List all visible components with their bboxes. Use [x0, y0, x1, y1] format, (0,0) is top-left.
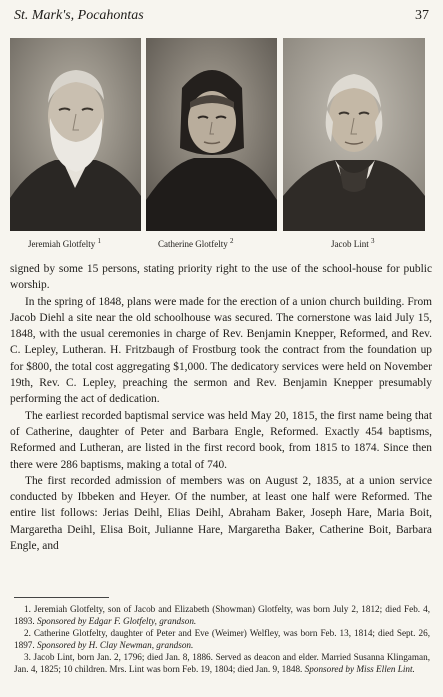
- portrait-jeremiah-glotfelty: [10, 38, 141, 249]
- footnote-ref: 2: [229, 237, 234, 245]
- footnotes: [14, 597, 430, 677]
- running-title: St. Mark's, Pocahontas: [14, 8, 144, 23]
- caption-name: Jeremiah Glotfelty: [28, 239, 96, 249]
- footnote-text: 3. Jacob Lint, born Jan. 2, 1796; died Jan. 8, 1886. Served as deacon and elder. Married Susanna Klingaman, Jan. 4, 1825; 10 children. Mrs. Lint was born Feb. 19, 1804; died Jan. 9, 1848.: [14, 652, 430, 674]
- caption-name: Jacob Lint: [331, 239, 369, 249]
- paragraph: In the spring of 1848, plans were made for the erection of a union church building. From Jacob Diehl a site near the old schoolhouse was secured. The cornerstone was laid July 15, 1848, with the usual ceremonies in charge of Rev. Benjamin Knepper, Reformed, and Rev. C. Lepley, Lutheran. H. Fritzbaugh of Frostburg took the contract from the foundation up for $800, the total cost aggregating $1,000. The dedicatory services were held on November 19th, Rev. C. Lepley, preaching the sermon and Rev. Benjamin Knepper presumably performing the act of dedication.: [10, 295, 432, 406]
- portrait-photo: [146, 38, 277, 231]
- page-number: 37: [415, 8, 429, 23]
- footnote: [14, 628, 430, 651]
- footnote-ref: 3: [371, 237, 375, 245]
- footnote-sponsor: Sponsored by Miss Ellen Lint.: [304, 663, 415, 674]
- footnote-text: 2. Catherine Glotfelty, daughter of Peter and Eve (Weimer) Welfley, was born Feb. 13, 1814; died Sept. 26, 1897.: [14, 628, 430, 650]
- footnote-text: 1. Jeremiah Glotfelty, son of Jacob and Elizabeth (Showman) Glotfelty, was born July 2, 1812; died Feb. 4, 1893.: [14, 604, 430, 626]
- paragraph: signed by some 15 persons, stating priority right to the use of the school-house for public worship.: [10, 263, 432, 292]
- paragraph: The first recorded admission of members was on August 2, 1835, at a union service conducted by Ibbeken and Heyer. Of the number, at least one half were Reformed. The entire list follows: Jerias Deihl, Elias Deihl, Abraham Baker, Joseph Hare, Maria Boit, Margaretha Deihl, Elisa Boit, Julianne Hare, Margaretha Baker, Catherine Boit, Barbara Engle, and: [10, 474, 432, 553]
- footnote-sponsor: Sponsored by Edgar F. Glotfelty, grandson.: [36, 615, 197, 626]
- portrait-caption: [331, 237, 375, 249]
- caption-name: Catherine Glotfelty: [158, 239, 228, 249]
- portrait-catherine-glotfelty: [146, 38, 277, 249]
- portrait-caption: [28, 237, 101, 249]
- footnote-rule: [14, 597, 109, 598]
- footnote: [14, 604, 430, 627]
- body-text: [10, 261, 432, 554]
- footnote-sponsor: Sponsored by H. Clay Newman, grandson.: [36, 639, 194, 650]
- portrait-photo: [10, 38, 141, 231]
- footnote: [14, 652, 430, 675]
- paragraph: The earliest recorded baptismal service was held May 20, 1815, the first name being that of Catherine, daughter of Peter and Barbara Engle, Reformed. Exactly 454 baptisms, Reformed and Lutheran, are listed in the first record book, from 1815 to 1874. Since then there were 286 baptisms, making a total of 740.: [10, 409, 432, 471]
- running-head: [14, 6, 429, 26]
- portrait-photo: [283, 38, 425, 231]
- footnote-ref: 1: [97, 237, 101, 245]
- portrait-row: [0, 38, 443, 250]
- portrait-caption: [158, 237, 233, 249]
- portrait-jacob-lint: [283, 38, 425, 249]
